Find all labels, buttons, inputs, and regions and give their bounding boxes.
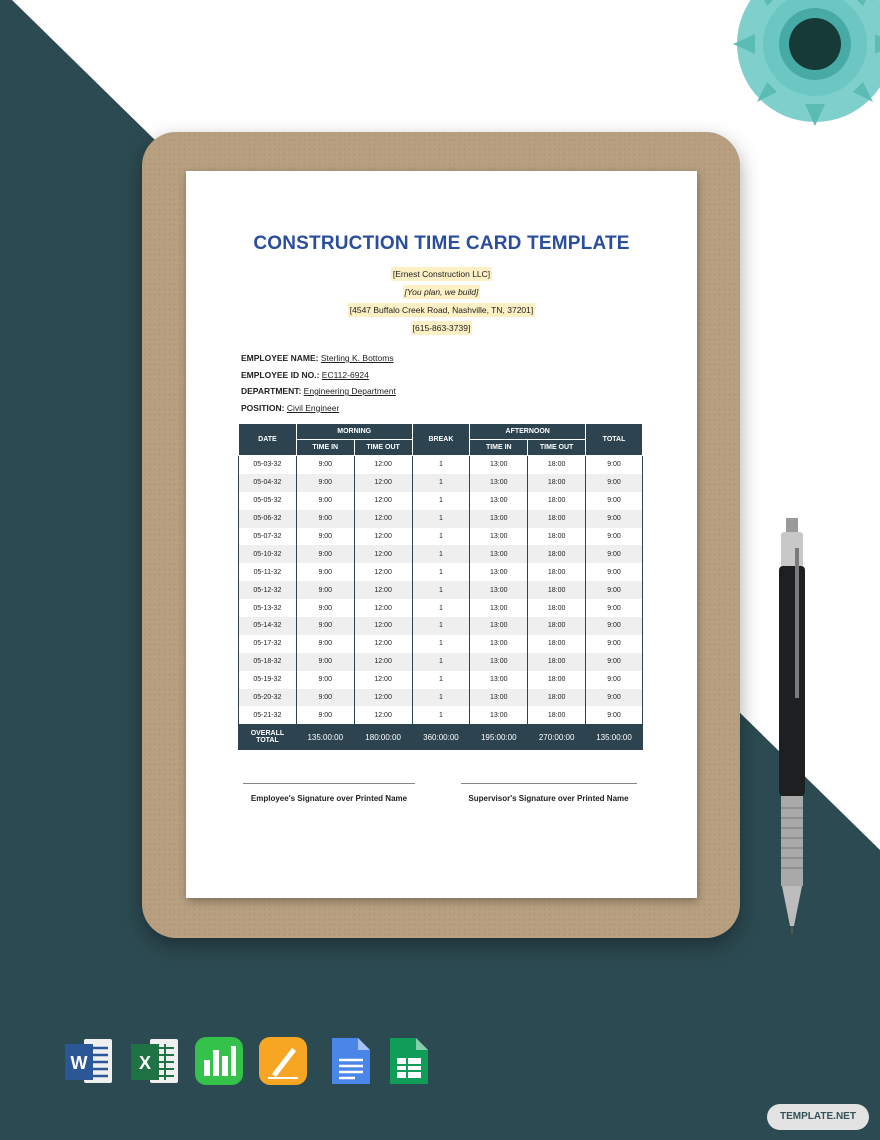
cell-m-in: 9:00 bbox=[296, 456, 354, 474]
cell-m-out: 12:00 bbox=[354, 635, 412, 653]
cell-m-out: 12:00 bbox=[354, 563, 412, 581]
table-row bbox=[239, 653, 643, 671]
table-row bbox=[239, 474, 643, 492]
header-break: BREAK bbox=[412, 424, 470, 456]
cell-a-in: 13:00 bbox=[470, 706, 528, 724]
cell-date: 05-05-32 bbox=[239, 492, 297, 510]
document-title: CONSTRUCTION TIME CARD TEMPLATE bbox=[253, 233, 630, 254]
word-icon[interactable] bbox=[64, 1036, 114, 1086]
cell-a-out: 18:00 bbox=[528, 492, 586, 510]
cell-m-out: 12:00 bbox=[354, 706, 412, 724]
cell-date: 05-17-32 bbox=[239, 635, 297, 653]
cell-total: 9:00 bbox=[586, 563, 643, 581]
table-row bbox=[239, 492, 643, 510]
cell-date: 05-03-32 bbox=[239, 456, 297, 474]
cell-a-in: 13:00 bbox=[470, 599, 528, 617]
overall-total-label: OVERALL TOTAL bbox=[239, 724, 297, 750]
cell-a-out: 18:00 bbox=[528, 706, 586, 724]
overall-total-row bbox=[239, 724, 643, 750]
cell-brk: 1 bbox=[412, 653, 470, 671]
cell-a-in: 13:00 bbox=[470, 528, 528, 546]
cell-total: 9:00 bbox=[586, 492, 643, 510]
svg-text:W: W bbox=[70, 1053, 88, 1073]
cell-date: 05-19-32 bbox=[239, 671, 297, 689]
cell-a-in: 13:00 bbox=[470, 474, 528, 492]
company-name: [Ernest Construction LLC] bbox=[392, 269, 491, 279]
cell-m-out: 12:00 bbox=[354, 492, 412, 510]
cell-m-in: 9:00 bbox=[296, 528, 354, 546]
header-afternoon: AFTERNOON bbox=[470, 424, 586, 440]
table-row bbox=[239, 599, 643, 617]
header-morning: MORNING bbox=[296, 424, 412, 440]
table-row bbox=[239, 706, 643, 724]
cell-a-in: 13:00 bbox=[470, 689, 528, 707]
employee-signature-block bbox=[239, 783, 419, 803]
cell-m-in: 9:00 bbox=[296, 689, 354, 707]
cell-m-out: 12:00 bbox=[354, 617, 412, 635]
cell-m-in: 9:00 bbox=[296, 545, 354, 563]
cell-a-in: 13:00 bbox=[470, 617, 528, 635]
employee-signature-label: Employee's Signature over Printed Name bbox=[250, 794, 408, 803]
position-label: POSITION: bbox=[241, 402, 285, 413]
template-net-badge[interactable]: TEMPLATE.NET bbox=[767, 1104, 869, 1130]
cell-a-in: 13:00 bbox=[470, 653, 528, 671]
overall-morning-out: 180:00:00 bbox=[354, 724, 412, 750]
table-row bbox=[239, 563, 643, 581]
cell-date: 05-20-32 bbox=[239, 689, 297, 707]
cell-date: 05-12-32 bbox=[239, 581, 297, 599]
time-card-table bbox=[238, 423, 643, 750]
cell-m-out: 12:00 bbox=[354, 581, 412, 599]
cell-brk: 1 bbox=[412, 474, 470, 492]
cell-total: 9:00 bbox=[586, 581, 643, 599]
cell-m-out: 12:00 bbox=[354, 545, 412, 563]
supervisor-signature-label: Supervisor's Signature over Printed Name bbox=[468, 794, 629, 803]
cell-a-out: 18:00 bbox=[528, 528, 586, 546]
employee-name-value: Sterling K. Bottoms bbox=[320, 353, 394, 363]
flower-decoration-icon bbox=[705, 0, 880, 147]
cell-date: 05-11-32 bbox=[239, 563, 297, 581]
google-docs-icon[interactable] bbox=[326, 1036, 376, 1086]
table-row bbox=[239, 671, 643, 689]
cell-date: 05-07-32 bbox=[239, 528, 297, 546]
header-afternoon-time-in: TIME IN bbox=[470, 440, 528, 456]
cell-total: 9:00 bbox=[586, 706, 643, 724]
cell-brk: 1 bbox=[412, 617, 470, 635]
cell-total: 9:00 bbox=[586, 528, 643, 546]
employee-info bbox=[241, 353, 396, 419]
employee-id-value: EC112-6924 bbox=[321, 369, 369, 380]
header-total: TOTAL bbox=[586, 424, 643, 456]
cell-a-out: 18:00 bbox=[528, 474, 586, 492]
employee-id-label: EMPLOYEE ID NO.: bbox=[241, 369, 320, 380]
cell-a-out: 18:00 bbox=[528, 563, 586, 581]
table-row bbox=[239, 617, 643, 635]
position-value: Civil Engineer bbox=[286, 402, 340, 413]
cell-total: 9:00 bbox=[586, 671, 643, 689]
overall-break: 360:00:00 bbox=[412, 724, 470, 750]
cell-date: 05-14-32 bbox=[239, 617, 297, 635]
cell-brk: 1 bbox=[412, 599, 470, 617]
cell-m-out: 12:00 bbox=[354, 474, 412, 492]
cell-date: 05-18-32 bbox=[239, 653, 297, 671]
cell-m-in: 9:00 bbox=[296, 671, 354, 689]
cell-total: 9:00 bbox=[586, 474, 643, 492]
supervisor-signature-line bbox=[461, 783, 637, 784]
cell-total: 9:00 bbox=[586, 510, 643, 528]
employee-signature-line bbox=[243, 783, 415, 784]
cell-a-in: 13:00 bbox=[470, 635, 528, 653]
supervisor-signature-block bbox=[456, 783, 641, 803]
table-row bbox=[239, 510, 643, 528]
svg-text:X: X bbox=[138, 1053, 152, 1073]
cell-total: 9:00 bbox=[586, 635, 643, 653]
cell-m-out: 12:00 bbox=[354, 689, 412, 707]
overall-afternoon-out: 270:00:00 bbox=[528, 724, 586, 750]
header-date: DATE bbox=[239, 424, 297, 456]
cell-m-out: 12:00 bbox=[354, 528, 412, 546]
company-block bbox=[186, 267, 697, 339]
cell-a-in: 13:00 bbox=[470, 563, 528, 581]
cell-date: 05-10-32 bbox=[239, 545, 297, 563]
cell-a-in: 13:00 bbox=[470, 456, 528, 474]
cell-m-in: 9:00 bbox=[296, 706, 354, 724]
cell-a-out: 18:00 bbox=[528, 617, 586, 635]
cell-brk: 1 bbox=[412, 706, 470, 724]
cell-m-in: 9:00 bbox=[296, 617, 354, 635]
company-phone: [615-863-3739] bbox=[412, 323, 471, 333]
cell-m-in: 9:00 bbox=[296, 474, 354, 492]
cell-a-in: 13:00 bbox=[470, 510, 528, 528]
cell-m-in: 9:00 bbox=[296, 510, 354, 528]
cell-m-in: 9:00 bbox=[296, 653, 354, 671]
cell-brk: 1 bbox=[412, 635, 470, 653]
cell-total: 9:00 bbox=[586, 653, 643, 671]
cell-date: 05-06-32 bbox=[239, 510, 297, 528]
header-morning-time-in: TIME IN bbox=[296, 440, 354, 456]
overall-afternoon-in: 195:00:00 bbox=[470, 724, 528, 750]
cell-m-out: 12:00 bbox=[354, 599, 412, 617]
excel-icon[interactable] bbox=[130, 1036, 180, 1086]
numbers-icon[interactable] bbox=[194, 1036, 244, 1086]
cell-total: 9:00 bbox=[586, 689, 643, 707]
cell-brk: 1 bbox=[412, 671, 470, 689]
overall-total: 135:00:00 bbox=[586, 724, 643, 750]
overall-morning-in: 135:00:00 bbox=[296, 724, 354, 750]
header-afternoon-time-out: TIME OUT bbox=[528, 440, 586, 456]
employee-id-row bbox=[241, 370, 396, 387]
cell-date: 05-04-32 bbox=[239, 474, 297, 492]
cell-total: 9:00 bbox=[586, 456, 643, 474]
cell-a-out: 18:00 bbox=[528, 689, 586, 707]
cell-a-out: 18:00 bbox=[528, 671, 586, 689]
cell-m-out: 12:00 bbox=[354, 510, 412, 528]
cell-brk: 1 bbox=[412, 581, 470, 599]
cell-brk: 1 bbox=[412, 510, 470, 528]
cell-m-in: 9:00 bbox=[296, 581, 354, 599]
employee-name-row bbox=[241, 353, 396, 370]
cell-a-out: 18:00 bbox=[528, 545, 586, 563]
cell-brk: 1 bbox=[412, 528, 470, 546]
header-morning-time-out: TIME OUT bbox=[354, 440, 412, 456]
cell-a-out: 18:00 bbox=[528, 599, 586, 617]
cell-m-in: 9:00 bbox=[296, 599, 354, 617]
cell-date: 05-21-32 bbox=[239, 706, 297, 724]
cell-brk: 1 bbox=[412, 492, 470, 510]
table-row bbox=[239, 528, 643, 546]
table-row bbox=[239, 456, 643, 474]
cell-a-out: 18:00 bbox=[528, 635, 586, 653]
table-row bbox=[239, 635, 643, 653]
table-row bbox=[239, 581, 643, 599]
table-row bbox=[239, 689, 643, 707]
cell-a-out: 18:00 bbox=[528, 510, 586, 528]
position-row bbox=[241, 403, 396, 420]
time-card-body bbox=[239, 456, 643, 725]
pen-icon bbox=[772, 518, 812, 938]
department-value: Engineering Department bbox=[303, 386, 396, 396]
company-slogan: [You plan, we build] bbox=[404, 287, 479, 297]
google-sheets-icon[interactable] bbox=[384, 1036, 434, 1086]
cell-m-in: 9:00 bbox=[296, 635, 354, 653]
department-label: DEPARTMENT: bbox=[241, 386, 302, 396]
company-address: [4547 Buffalo Creek Road, Nashville, TN, 37201] bbox=[349, 305, 534, 315]
cell-m-out: 12:00 bbox=[354, 671, 412, 689]
time-card-document bbox=[186, 171, 697, 898]
cell-total: 9:00 bbox=[586, 545, 643, 563]
cell-a-in: 13:00 bbox=[470, 545, 528, 563]
cell-date: 05-13-32 bbox=[239, 599, 297, 617]
cell-total: 9:00 bbox=[586, 599, 643, 617]
cell-brk: 1 bbox=[412, 689, 470, 707]
cell-a-out: 18:00 bbox=[528, 653, 586, 671]
cell-a-out: 18:00 bbox=[528, 456, 586, 474]
cell-brk: 1 bbox=[412, 456, 470, 474]
cell-brk: 1 bbox=[412, 545, 470, 563]
cell-a-in: 13:00 bbox=[470, 671, 528, 689]
cell-m-out: 12:00 bbox=[354, 653, 412, 671]
cell-m-in: 9:00 bbox=[296, 492, 354, 510]
cell-a-in: 13:00 bbox=[470, 492, 528, 510]
cell-a-in: 13:00 bbox=[470, 581, 528, 599]
cell-m-out: 12:00 bbox=[354, 456, 412, 474]
department-row bbox=[241, 386, 396, 403]
table-row bbox=[239, 545, 643, 563]
cell-m-in: 9:00 bbox=[296, 563, 354, 581]
pages-icon[interactable] bbox=[258, 1036, 308, 1086]
employee-name-label: EMPLOYEE NAME: bbox=[241, 353, 319, 363]
cell-brk: 1 bbox=[412, 563, 470, 581]
cell-total: 9:00 bbox=[586, 617, 643, 635]
cell-a-out: 18:00 bbox=[528, 581, 586, 599]
